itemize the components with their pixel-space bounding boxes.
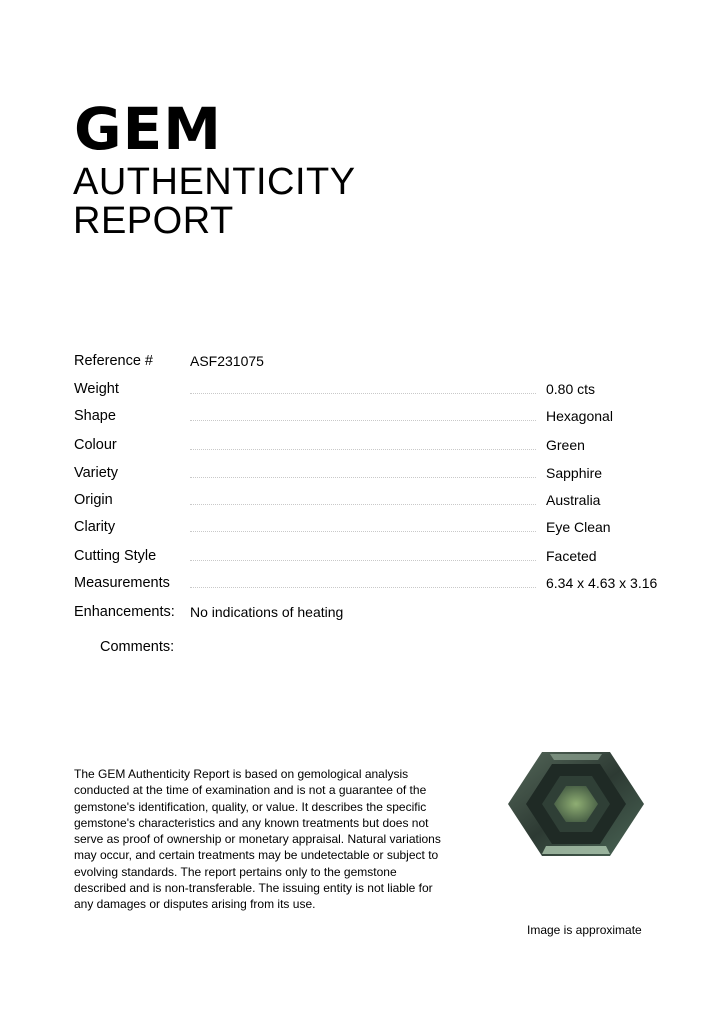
- reference-value: ASF231075: [190, 353, 264, 369]
- detail-value: Green: [546, 437, 585, 453]
- gem-highlight: [542, 846, 610, 854]
- detail-value: Sapphire: [546, 465, 603, 481]
- leader-line: [190, 393, 536, 394]
- title-subtitle: [73, 163, 356, 241]
- detail-label: Clarity: [74, 519, 116, 535]
- detail-label: Colour: [74, 437, 117, 453]
- detail-row-origin: [0, 489, 724, 511]
- leader-line: [190, 531, 536, 532]
- detail-row-variety: [0, 462, 724, 484]
- detail-row-colour: [0, 434, 724, 456]
- leader-line: [190, 504, 536, 505]
- leader-line: [190, 477, 536, 478]
- leader-line: [190, 560, 536, 561]
- image-caption: Image is approximate: [527, 923, 642, 937]
- gem-highlight-top: [550, 754, 602, 760]
- detail-value: Eye Clean: [546, 519, 611, 535]
- detail-value: Australia: [546, 492, 601, 508]
- enhancements-label: Enhancements:: [74, 604, 175, 620]
- gemstone-image: [506, 750, 646, 858]
- detail-row-cutting-style: [0, 545, 724, 567]
- detail-label: Shape: [74, 408, 116, 424]
- reference-label: Reference #: [74, 353, 153, 369]
- detail-value: Faceted: [546, 548, 597, 564]
- comments-label: Comments:: [100, 639, 175, 655]
- title-line-authenticity: AUTHENTICITY: [73, 161, 356, 203]
- leader-line: [190, 587, 536, 588]
- title-line-report: REPORT: [73, 200, 234, 242]
- detail-value: 6.34 x 4.63 x 3.16: [546, 575, 658, 591]
- enhancements-row: [0, 601, 724, 623]
- detail-label: Measurements: [74, 575, 170, 591]
- enhancements-value: No indications of heating: [190, 604, 344, 620]
- title-gem: GEM: [74, 95, 222, 163]
- detail-label: Origin: [74, 492, 113, 508]
- detail-label: Variety: [74, 465, 119, 481]
- detail-row-clarity: [0, 516, 724, 538]
- detail-label: Weight: [74, 381, 119, 397]
- leader-line: [190, 449, 536, 450]
- detail-value: 0.80 cts: [546, 381, 596, 397]
- detail-value: Hexagonal: [546, 408, 613, 424]
- detail-label: Cutting Style: [74, 548, 157, 564]
- detail-row-weight: [0, 378, 724, 400]
- detail-row-shape: [0, 405, 724, 427]
- detail-row-measurements: [0, 572, 724, 594]
- leader-line: [190, 420, 536, 421]
- disclaimer-text: The GEM Authenticity Report is based on gemological analysis conducted at the time of examination and is not a guarantee of the gemstone's identification, quality, or value. It describes the specific gemstone's characteristics and any known treatments but does not serve as proof of ownership or monetary appraisal. Natural variations may occur, and certain treatments may be undetectable or subject to evolving standards. The report pertains only to the gemstone described and is non-transferable. The issuing entity is not liable for any damages or disputes arising from its use.: [74, 767, 441, 912]
- reference-row: [0, 350, 724, 372]
